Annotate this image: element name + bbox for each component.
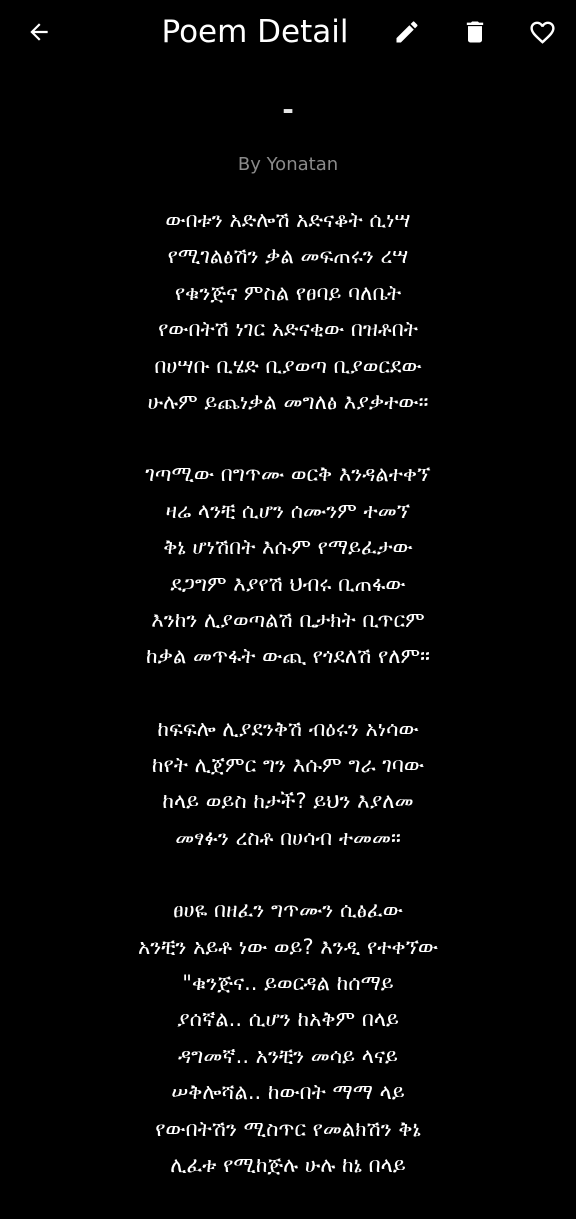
- poem-line: ውበቱን አድሎሽ አድናቆት ሲነሣ: [165, 208, 411, 232]
- poem-line: ሁሉም ይጨነቃል መግለፅ እያቃተው።: [147, 389, 429, 414]
- poem-body: [0, 202, 576, 1219]
- poem-title: -: [282, 93, 294, 126]
- edit-button[interactable]: [383, 8, 431, 56]
- poem-line: በሀሣቡ ቢሄድ ቢያወጣ ቢያወርደው: [154, 353, 422, 378]
- poem-line: ከፍፍሎ ሊያደንቅሽ ብዕሩን አነሳው: [157, 716, 419, 741]
- stanza: [0, 892, 576, 1183]
- stanza: [0, 202, 576, 420]
- poem-line: ገጣሚው በግጥሙ ወርቅ እንዳልተቀኘ: [145, 462, 431, 487]
- stanza: [0, 456, 576, 674]
- poem-line: መፃፉን ረስቶ በሀሳብ ተመመ።: [175, 825, 401, 850]
- poem-line: ሠቅሎሻል.. ከውበት ማማ ላይ: [171, 1080, 405, 1105]
- poem-line: ቅኔ ሆነሽበት እሱም የማይፈታው: [163, 535, 413, 560]
- poem-line: ያሰኛል.. ሲሆን ከአቅም በላይ: [177, 1007, 399, 1032]
- poem-line: የሚገልፅሽን ቃል መፍጠሩን ረሣ: [167, 244, 409, 269]
- poem-line: ዳግመኛ.. አንቺን መሳይ ላናይ: [178, 1043, 398, 1068]
- trash-icon: [461, 18, 489, 46]
- poem-line: የውበትሽን ሚስጥር የመልክሽን ቅኔ: [155, 1116, 421, 1141]
- poem-line: ዛሬ ላንቺ ሲሆን ሰሙንም ተመኘ: [165, 498, 411, 523]
- back-button[interactable]: [15, 8, 63, 56]
- app-bar: [0, 0, 576, 64]
- poem-line: እንከን ሊያወጣልሽ ቢታክት ቢጥርም: [151, 607, 425, 632]
- delete-button[interactable]: [451, 8, 499, 56]
- poem-line: የውበትሽ ነገር አድናቂው በዝቶበት: [158, 317, 418, 342]
- pencil-icon: [393, 18, 421, 46]
- poem-line: ከየት ሊጀምር ግን እሱም ግራ ገባው: [151, 753, 425, 778]
- poem-line: "ቁንጅና.. ይወርዳል ከሰማይ: [182, 971, 394, 996]
- stanza: [0, 711, 576, 857]
- favorite-button[interactable]: [518, 8, 566, 56]
- poem-line: ደጋግም እያየሽ ህብሩ ቢጠፋው: [170, 571, 406, 596]
- poem-line: አንቺን አይቶ ነው ወይ? እንዲ የተቀኘው: [137, 934, 439, 959]
- poem-author: By Yonatan: [237, 154, 339, 175]
- poem-line: ከላይ ወይስ ከታች? ይህን እያለመ: [162, 789, 414, 814]
- page-title: Poem Detail: [161, 14, 349, 50]
- poem-line: ሊፈቱ የሚከጅሉ ሁሉ ከኔ በላይ: [170, 1152, 406, 1177]
- arrow-left-icon: [26, 19, 52, 45]
- poem-line: የቁንጅና ምስል የፀባይ ባለቤት: [174, 280, 402, 305]
- poem-line: ከቃል መጥፋት ውጪ የጎደለሽ የለም።: [146, 644, 430, 669]
- poem-line: ፀሀዬ በዘፈን ግጥሙን ሲፅፈው: [173, 898, 403, 923]
- heart-outline-icon: [528, 18, 557, 47]
